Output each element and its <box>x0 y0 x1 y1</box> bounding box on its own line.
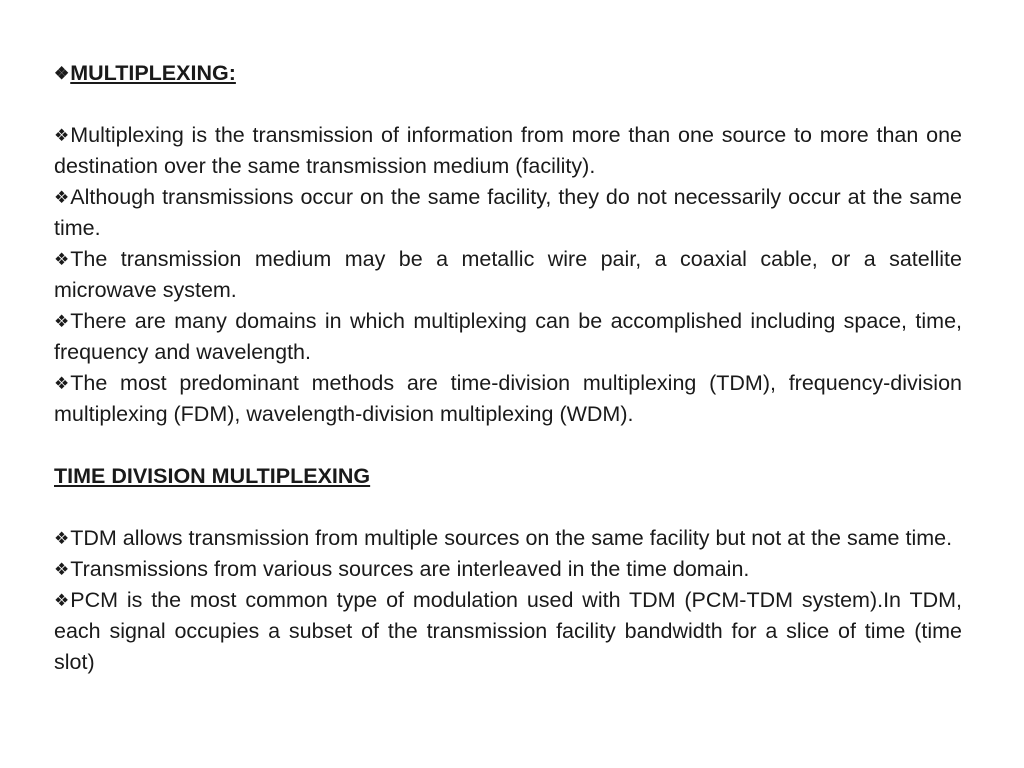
diamond-bullet-icon: ❖ <box>54 312 70 331</box>
diamond-bullet-icon: ❖ <box>54 126 70 145</box>
section-title: MULTIPLEXING: <box>70 61 236 85</box>
section-heading-tdm <box>54 461 962 492</box>
spacer <box>54 430 962 461</box>
bullet-paragraph <box>54 585 962 678</box>
bullet-paragraph <box>54 554 962 585</box>
diamond-bullet-icon: ❖ <box>54 64 70 83</box>
bullet-text: Multiplexing is the transmission of information from more than one source to more than one destination over the same transmission medium (facility). <box>54 123 962 178</box>
bullet-text: There are many domains in which multiplexing can be accomplished including space, time, frequency and wavelength. <box>54 309 962 364</box>
spacer <box>54 89 962 120</box>
bullet-paragraph <box>54 523 962 554</box>
bullet-text: PCM is the most common type of modulation used with TDM (PCM-TDM system).In TDM, each signal occupies a subset of the transmission facility bandwidth for a slice of time (time slot) <box>54 588 962 674</box>
diamond-bullet-icon: ❖ <box>54 529 70 548</box>
bullet-paragraph <box>54 306 962 368</box>
bullet-text: The transmission medium may be a metallic wire pair, a coaxial cable, or a satellite microwave system. <box>54 247 962 302</box>
diamond-bullet-icon: ❖ <box>54 591 70 610</box>
bullet-text: The most predominant methods are time-division multiplexing (TDM), frequency-division multiplexing (FDM), wavelength-division multiplexing (WDM). <box>54 371 962 426</box>
diamond-bullet-icon: ❖ <box>54 560 70 579</box>
section-heading-multiplexing <box>54 58 962 89</box>
bullet-paragraph <box>54 182 962 244</box>
spacer <box>54 492 962 523</box>
bullet-text: Transmissions from various sources are interleaved in the time domain. <box>70 557 750 581</box>
bullet-paragraph <box>54 244 962 306</box>
section-title: TIME DIVISION MULTIPLEXING <box>54 464 371 488</box>
slide-content <box>54 58 962 678</box>
diamond-bullet-icon: ❖ <box>54 188 70 207</box>
bullet-paragraph <box>54 120 962 182</box>
bullet-text: Although transmissions occur on the same facility, they do not necessarily occur at the same time. <box>54 185 962 240</box>
diamond-bullet-icon: ❖ <box>54 250 70 269</box>
bullet-paragraph <box>54 368 962 430</box>
bullet-text: TDM allows transmission from multiple sources on the same facility but not at the same time. <box>70 526 953 550</box>
diamond-bullet-icon: ❖ <box>54 374 70 393</box>
